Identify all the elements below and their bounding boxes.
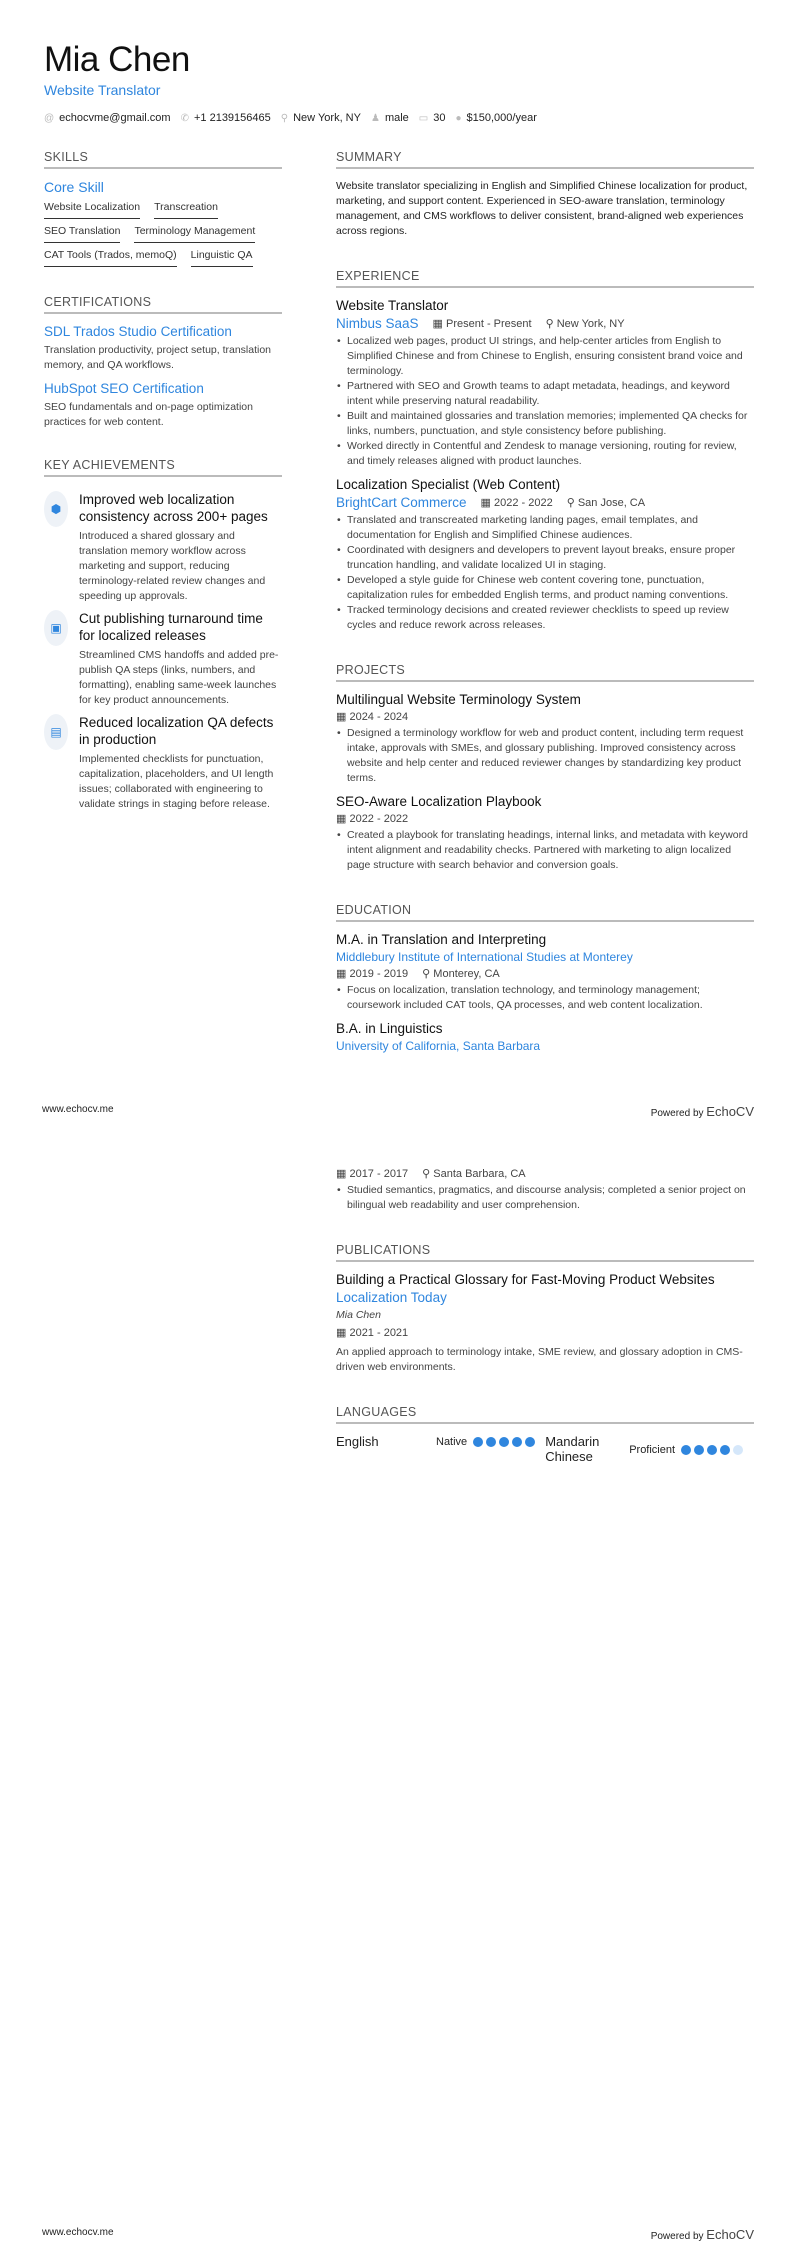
skill-chip: Terminology Management	[134, 225, 255, 243]
rating-dot-filled	[512, 1437, 522, 1447]
publication-desc: An applied approach to terminology intake, SME review, and glossary adoption in CMS-driven web environments.	[336, 1346, 743, 1373]
cert-title: HubSpot SEO Certification	[44, 381, 204, 396]
dates: 2022 - 2022	[349, 813, 409, 825]
achievement-item	[44, 714, 282, 812]
resume-header	[44, 40, 537, 124]
dates: 2019 - 2019	[349, 968, 409, 980]
company: BrightCart Commerce	[336, 495, 467, 510]
calendar-icon: ▦	[336, 968, 350, 980]
rating-dot-filled	[525, 1437, 535, 1447]
experience-section	[336, 269, 754, 633]
section-heading: EDUCATION	[336, 903, 754, 922]
page-footer	[42, 1104, 754, 1119]
dates: 2017 - 2017	[349, 1168, 409, 1180]
skill-chip: Website Localization	[44, 201, 140, 219]
bullet: • Partnered with SEO and Growth teams to adapt metadata, headings, and keyword intent while preserving natural readability.	[336, 379, 754, 409]
cert-desc: Translation productivity, project setup, translation memory, and QA workflows.	[44, 344, 272, 371]
calendar-icon: ▦	[336, 1327, 350, 1339]
right-column	[336, 150, 754, 1075]
education-item	[336, 932, 754, 1013]
experience-item	[336, 477, 754, 633]
location: Santa Barbara, CA	[433, 1168, 526, 1180]
candidate-name: Mia Chen	[44, 40, 190, 79]
language-level: Proficient	[629, 1444, 676, 1456]
calendar-icon: ▦	[336, 813, 350, 825]
location: Monterey, CA	[433, 968, 500, 980]
rating-dot-filled	[681, 1445, 691, 1455]
location: New York, NY	[293, 112, 361, 124]
publisher: Localization Today	[336, 1290, 447, 1305]
publications-section	[336, 1243, 754, 1375]
bullet: • Coordinated with designers and developers to prevent layout breaks, ensure proper truncation handling, and validate localized UI in staging.	[336, 543, 754, 573]
experience-item	[336, 298, 754, 469]
user-icon: ♟	[370, 112, 380, 124]
section-heading: PROJECTS	[336, 663, 754, 682]
education-item	[336, 1021, 754, 1053]
language-name: English	[336, 1434, 379, 1449]
left-column	[44, 150, 282, 834]
bullet: • Built and maintained glossaries and translation memories; implemented QA checks for links, numbers, punctuation, and style consistency before publishing.	[336, 409, 754, 439]
calendar-icon: ▦	[480, 497, 494, 509]
rating-dot-filled	[720, 1445, 730, 1455]
page-footer	[42, 2227, 754, 2242]
bullet: • Studied semantics, pragmatics, and discourse analysis; completed a senior project on bilingual web readability and user comprehension.	[336, 1183, 754, 1213]
language-name: Mandarin Chinese	[545, 1434, 600, 1464]
school: University of California, Santa Barbara	[336, 1039, 541, 1053]
company: Nimbus SaaS	[336, 316, 419, 331]
document-icon: ▤	[44, 714, 68, 750]
languages-section	[336, 1405, 754, 1464]
brand-logo: EchoCV	[706, 2227, 754, 2242]
location-icon: ⚲	[566, 497, 578, 509]
achievement-title: Reduced localization QA defects in production	[79, 715, 274, 747]
location-icon: ⚲	[280, 112, 289, 124]
phone-icon: ✆	[180, 112, 189, 124]
project-item	[336, 794, 754, 873]
project-title: Multilingual Website Terminology System	[336, 692, 581, 707]
powered-by: Powered by	[650, 1108, 704, 1119]
email: echocvme@gmail.com	[59, 112, 171, 124]
at-icon: @	[44, 112, 55, 124]
section-heading: CERTIFICATIONS	[44, 295, 282, 314]
cert-title: SDL Trados Studio Certification	[44, 324, 232, 339]
section-heading: PUBLICATIONS	[336, 1243, 754, 1262]
school: Middlebury Institute of International Studies at Monterey	[336, 950, 633, 964]
bullet: • Created a playbook for translating headings, internal links, and metadata with keyword intent alignment and readability checks. Partnered with marketing to align localized page structure with search behavior and conversion goals.	[336, 828, 754, 873]
skill-chip: SEO Translation	[44, 225, 120, 243]
cert-desc: SEO fundamentals and on-page optimization practices for web content.	[44, 401, 253, 428]
bullet: • Developed a style guide for Chinese web content covering tone, punctuation, capitalization rules for embedded English terms, and product naming conventions.	[336, 573, 754, 603]
calendar-icon: ▭	[418, 112, 429, 124]
achievement-title: Improved web localization consistency across 200+ pages	[79, 492, 268, 524]
skill-chip: Transcreation	[154, 201, 218, 219]
projects-section	[336, 663, 754, 873]
age: 30	[433, 112, 446, 124]
achievement-desc: Streamlined CMS handoffs and added pre-publish QA steps (links, numbers, and formatting), enabling same-week launches for key product announcements.	[79, 649, 279, 706]
bullet: • Localized web pages, product UI strings, and help-center articles from English to Simplified Chinese and from Chinese to English, ensuring consistent brand voice and terminology.	[336, 334, 754, 379]
degree: B.A. in Linguistics	[336, 1021, 443, 1036]
author: Mia Chen	[336, 1309, 381, 1321]
location-icon: ⚲	[545, 318, 557, 330]
cube-icon: ⬢	[44, 491, 68, 527]
achievements-section	[44, 458, 282, 812]
resume-page-2	[0, 1123, 794, 2246]
summary-section	[336, 150, 754, 239]
bullet: • Designed a terminology workflow for web and product content, including term request intake, approvals with SMEs, and glossary publishing. Improved consistency across website and help center and reduced reviewer changes by standardizing key product terms.	[336, 726, 754, 786]
rating-dots	[473, 1437, 535, 1447]
job-title: Localization Specialist (Web Content)	[336, 477, 561, 492]
certifications-section	[44, 295, 282, 430]
rating-dot-filled	[486, 1437, 496, 1447]
skills-section	[44, 150, 282, 267]
calendar-icon: ▦	[432, 318, 446, 330]
language-item	[336, 1434, 535, 1449]
job-title: Website Translator	[336, 298, 449, 313]
footer-site-link[interactable]: www.echocv.me	[42, 2227, 114, 2238]
phone: +1 2139156465	[193, 112, 271, 124]
achievement-title: Cut publishing turnaround time for localized releases	[79, 611, 263, 643]
education-item-continued	[336, 1167, 754, 1213]
salary: $150,000/year	[466, 112, 537, 124]
location: New York, NY	[556, 318, 625, 330]
skill-group-title: Core Skill	[44, 179, 104, 195]
bullet: • Tracked terminology decisions and created reviewer checklists to speed up review cycles and reduce rework across releases.	[336, 603, 754, 633]
section-heading: LANGUAGES	[336, 1405, 754, 1424]
contact-row	[44, 112, 537, 124]
publication-title: Building a Practical Glossary for Fast-Moving Product Websites	[336, 1272, 715, 1287]
gender: male	[384, 112, 409, 124]
dates: Present - Present	[446, 318, 532, 330]
location-icon: ⚲	[422, 1168, 434, 1180]
skill-chip: CAT Tools (Trados, memoQ)	[44, 249, 177, 267]
achievement-desc: Implemented checklists for punctuation, capitalization, placeholders, and UI length issues; collaborated with engineering to validate strings in staging before release.	[79, 753, 274, 810]
section-heading: SKILLS	[44, 150, 282, 169]
education-section	[336, 903, 754, 1053]
location-icon: ⚲	[422, 968, 434, 980]
candidate-title: Website Translator	[44, 82, 161, 98]
bullet: • Worked directly in Contentful and Zendesk to manage versioning, routing for review, and timely releases aligned with product launches.	[336, 439, 754, 469]
rating-dot-empty	[733, 1445, 743, 1455]
degree: M.A. in Translation and Interpreting	[336, 932, 547, 947]
skill-chip: Linguistic QA	[191, 249, 253, 267]
section-heading: EXPERIENCE	[336, 269, 754, 288]
project-item	[336, 692, 754, 786]
rating-dot-filled	[707, 1445, 717, 1455]
bullet: • Focus on localization, translation technology, and terminology management; coursework included CAT tools, QA processes, and web content localization.	[336, 983, 754, 1013]
achievement-item	[44, 491, 282, 604]
rating-dot-filled	[694, 1445, 704, 1455]
bullet: • Translated and transcreated marketing landing pages, email templates, and documentation for English and Simplified Chinese audiences.	[336, 513, 754, 543]
dates: 2021 - 2021	[349, 1327, 409, 1339]
achievement-item	[44, 610, 282, 708]
section-heading: SUMMARY	[336, 150, 754, 169]
footer-site-link[interactable]: www.echocv.me	[42, 1104, 114, 1115]
dollar-icon: ●	[455, 112, 462, 124]
brand-logo: EchoCV	[706, 1104, 754, 1119]
rating-dots	[681, 1445, 743, 1455]
section-heading: KEY ACHIEVEMENTS	[44, 458, 282, 477]
right-column	[336, 1167, 754, 1486]
language-level: Native	[436, 1436, 468, 1448]
calendar-icon: ▦	[336, 711, 350, 723]
powered-by: Powered by	[650, 2231, 704, 2242]
language-item	[545, 1434, 743, 1464]
project-title: SEO-Aware Localization Playbook	[336, 794, 542, 809]
dates: 2024 - 2024	[349, 711, 409, 723]
rating-dot-filled	[473, 1437, 483, 1447]
rating-dot-filled	[499, 1437, 509, 1447]
calendar-icon: ▦	[336, 1168, 350, 1180]
achievement-desc: Introduced a shared glossary and translation memory workflow across marketing and support, reducing terminology-related review changes and speeding up approvals.	[79, 530, 266, 602]
dates: 2022 - 2022	[493, 497, 553, 509]
location: San Jose, CA	[577, 497, 646, 509]
summary-text: Website translator specializing in English and Simplified Chinese localization for product, marketing, and support content. Experienced in SEO-aware translation, terminology management, and CMS workflows to deliver consistent, brand-aligned web experiences across regions.	[336, 180, 748, 237]
toggle-icon: ▣	[44, 610, 68, 646]
